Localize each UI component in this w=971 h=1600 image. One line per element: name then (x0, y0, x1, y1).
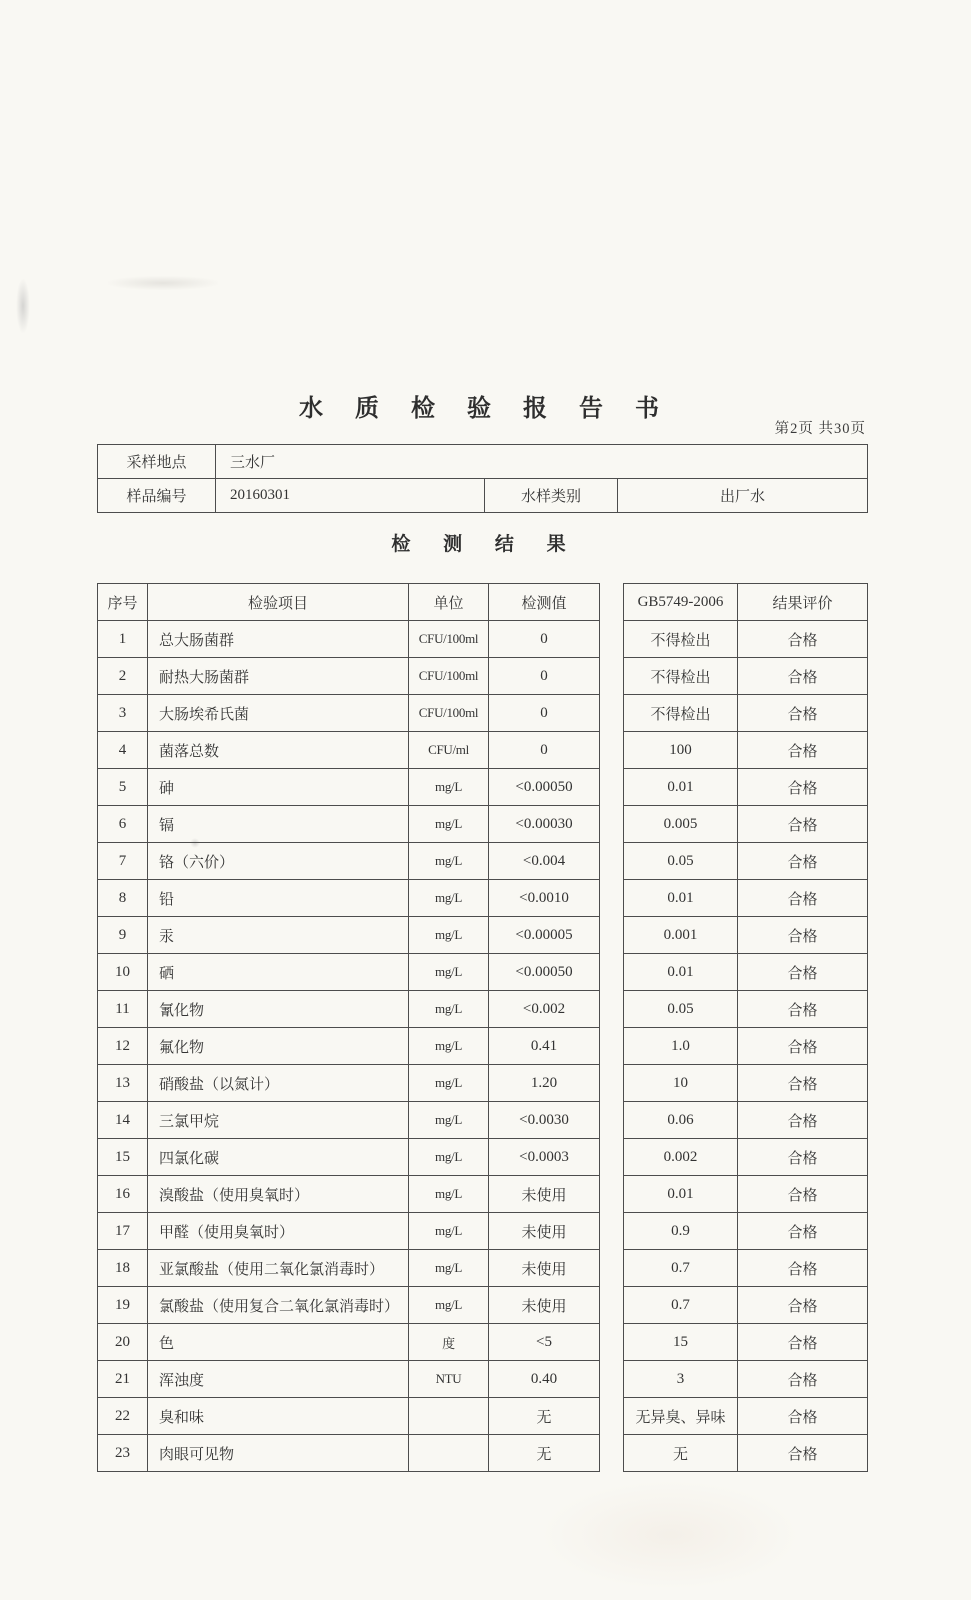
cell-value: 0 (489, 658, 600, 695)
result-row (624, 1435, 868, 1472)
cell-evaluation: 合格 (738, 1028, 868, 1065)
cell-item: 三氯甲烷 (148, 1102, 409, 1139)
cell-unit: mg/L (409, 1065, 489, 1102)
sampling-location-value: 三水厂 (216, 445, 868, 479)
result-row (624, 621, 868, 658)
col-header-evaluation: 结果评价 (738, 584, 868, 621)
cell-item: 汞 (148, 917, 409, 954)
cell-no: 22 (98, 1398, 148, 1435)
cell-no: 23 (98, 1435, 148, 1472)
result-row (624, 1213, 868, 1250)
result-row (98, 695, 600, 732)
cell-no: 15 (98, 1139, 148, 1176)
cell-no: 8 (98, 880, 148, 917)
cell-no: 14 (98, 1102, 148, 1139)
cell-no: 1 (98, 621, 148, 658)
cell-standard: 不得检出 (624, 695, 738, 732)
sample-info-row (98, 479, 868, 513)
results-table-right (623, 583, 868, 1472)
col-header-item: 检验项目 (148, 584, 409, 621)
result-row (624, 1287, 868, 1324)
cell-standard: 无异臭、异味 (624, 1398, 738, 1435)
cell-unit: mg/L (409, 1102, 489, 1139)
result-row (98, 1213, 600, 1250)
cell-no: 21 (98, 1361, 148, 1398)
cell-evaluation: 合格 (738, 1139, 868, 1176)
cell-item: 氯酸盐（使用复合二氧化氯消毒时） (148, 1287, 409, 1324)
cell-evaluation: 合格 (738, 1065, 868, 1102)
sample-info-row (98, 445, 868, 479)
cell-unit: mg/L (409, 1028, 489, 1065)
cell-no: 11 (98, 991, 148, 1028)
cell-evaluation: 合格 (738, 991, 868, 1028)
cell-standard: 无 (624, 1435, 738, 1472)
cell-unit: CFU/ml (409, 732, 489, 769)
cell-item: 铬（六价） (148, 843, 409, 880)
cell-evaluation: 合格 (738, 806, 868, 843)
result-row (624, 1361, 868, 1398)
cell-evaluation: 合格 (738, 1176, 868, 1213)
cell-item: 色 (148, 1324, 409, 1361)
cell-item: 砷 (148, 769, 409, 806)
section-heading: 检 测 结 果 (391, 534, 580, 555)
cell-unit: 度 (409, 1324, 489, 1361)
water-type-label: 水样类别 (485, 479, 618, 513)
cell-unit: mg/L (409, 769, 489, 806)
cell-unit: mg/L (409, 954, 489, 991)
result-row (98, 1102, 600, 1139)
cell-value: <0.0030 (489, 1102, 600, 1139)
result-row (98, 880, 600, 917)
scan-artifact (108, 276, 218, 290)
cell-item: 硒 (148, 954, 409, 991)
cell-evaluation: 合格 (738, 1324, 868, 1361)
result-row (98, 954, 600, 991)
page-indicator: 第2页 共30页 (774, 421, 866, 437)
cell-item: 总大肠菌群 (148, 621, 409, 658)
cell-standard: 15 (624, 1324, 738, 1361)
cell-evaluation: 合格 (738, 880, 868, 917)
result-row (624, 732, 868, 769)
cell-value: 未使用 (489, 1213, 600, 1250)
cell-unit: mg/L (409, 1250, 489, 1287)
cell-unit: mg/L (409, 1176, 489, 1213)
cell-item: 菌落总数 (148, 732, 409, 769)
results-header-row (624, 584, 868, 621)
cell-value: 未使用 (489, 1176, 600, 1213)
result-row (624, 843, 868, 880)
cell-no: 4 (98, 732, 148, 769)
cell-value: <0.004 (489, 843, 600, 880)
cell-evaluation: 合格 (738, 621, 868, 658)
result-row (624, 1324, 868, 1361)
cell-standard: 0.01 (624, 954, 738, 991)
cell-unit: mg/L (409, 917, 489, 954)
cell-value: 未使用 (489, 1287, 600, 1324)
result-row (624, 1028, 868, 1065)
result-row (98, 1028, 600, 1065)
cell-evaluation: 合格 (738, 917, 868, 954)
cell-no: 6 (98, 806, 148, 843)
cell-standard: 0.7 (624, 1287, 738, 1324)
cell-no: 7 (98, 843, 148, 880)
result-row (624, 1102, 868, 1139)
cell-evaluation: 合格 (738, 732, 868, 769)
result-row (98, 1287, 600, 1324)
result-row (98, 1250, 600, 1287)
cell-no: 3 (98, 695, 148, 732)
cell-item: 四氯化碳 (148, 1139, 409, 1176)
cell-standard: 不得检出 (624, 621, 738, 658)
cell-standard: 0.05 (624, 991, 738, 1028)
cell-value: <0.00050 (489, 769, 600, 806)
cell-value: 0 (489, 621, 600, 658)
cell-unit: mg/L (409, 991, 489, 1028)
result-row (98, 991, 600, 1028)
result-row (98, 843, 600, 880)
cell-value: <0.00050 (489, 954, 600, 991)
sample-number-value: 20160301 (216, 479, 485, 513)
cell-unit (409, 1435, 489, 1472)
page-title: 水 质 检 验 报 告 书 (299, 396, 672, 422)
cell-standard: 0.01 (624, 880, 738, 917)
col-header-standard: GB5749-2006 (624, 584, 738, 621)
result-row (98, 658, 600, 695)
cell-item: 耐热大肠菌群 (148, 658, 409, 695)
cell-standard: 0.9 (624, 1213, 738, 1250)
cell-standard: 1.0 (624, 1028, 738, 1065)
col-header-value: 检测值 (489, 584, 600, 621)
scan-artifact (16, 278, 30, 334)
cell-no: 13 (98, 1065, 148, 1102)
cell-no: 5 (98, 769, 148, 806)
col-header-no: 序号 (98, 584, 148, 621)
cell-standard: 不得检出 (624, 658, 738, 695)
result-row (98, 769, 600, 806)
cell-standard: 0.001 (624, 917, 738, 954)
cell-value: <5 (489, 1324, 600, 1361)
cell-unit: mg/L (409, 806, 489, 843)
cell-evaluation: 合格 (738, 769, 868, 806)
cell-no: 20 (98, 1324, 148, 1361)
cell-evaluation: 合格 (738, 1213, 868, 1250)
cell-value: <0.00005 (489, 917, 600, 954)
result-row (98, 806, 600, 843)
result-row (98, 1435, 600, 1472)
cell-item: 铅 (148, 880, 409, 917)
result-row (98, 732, 600, 769)
cell-value: 1.20 (489, 1065, 600, 1102)
result-row (624, 769, 868, 806)
cell-no: 10 (98, 954, 148, 991)
cell-item: 镉 (148, 806, 409, 843)
cell-no: 12 (98, 1028, 148, 1065)
cell-item: 硝酸盐（以氮计） (148, 1065, 409, 1102)
col-header-unit: 单位 (409, 584, 489, 621)
cell-unit: mg/L (409, 1213, 489, 1250)
cell-no: 2 (98, 658, 148, 695)
scan-artifact (540, 1480, 800, 1590)
cell-unit: mg/L (409, 843, 489, 880)
cell-value: <0.0010 (489, 880, 600, 917)
cell-unit: CFU/100ml (409, 658, 489, 695)
cell-no: 9 (98, 917, 148, 954)
cell-value: 0.41 (489, 1028, 600, 1065)
cell-item: 臭和味 (148, 1398, 409, 1435)
result-row (624, 1250, 868, 1287)
cell-value: <0.0003 (489, 1139, 600, 1176)
cell-evaluation: 合格 (738, 954, 868, 991)
result-row (624, 1065, 868, 1102)
cell-no: 19 (98, 1287, 148, 1324)
water-type-value: 出厂水 (618, 479, 868, 513)
result-row (98, 1398, 600, 1435)
cell-evaluation: 合格 (738, 843, 868, 880)
cell-evaluation: 合格 (738, 1435, 868, 1472)
cell-item: 亚氯酸盐（使用二氧化氯消毒时） (148, 1250, 409, 1287)
result-row (624, 1139, 868, 1176)
results-header-row (98, 584, 600, 621)
cell-standard: 3 (624, 1361, 738, 1398)
result-row (98, 621, 600, 658)
cell-no: 17 (98, 1213, 148, 1250)
result-row (98, 1361, 600, 1398)
cell-evaluation: 合格 (738, 1102, 868, 1139)
cell-item: 甲醛（使用臭氧时） (148, 1213, 409, 1250)
result-row (98, 1176, 600, 1213)
result-row (624, 1176, 868, 1213)
sample-number-label: 样品编号 (98, 479, 216, 513)
cell-standard: 10 (624, 1065, 738, 1102)
sample-info-table (97, 444, 868, 513)
cell-item: 大肠埃希氏菌 (148, 695, 409, 732)
sampling-location-label: 采样地点 (98, 445, 216, 479)
cell-item: 氟化物 (148, 1028, 409, 1065)
result-row (624, 695, 868, 732)
result-row (98, 917, 600, 954)
cell-item: 浑浊度 (148, 1361, 409, 1398)
cell-evaluation: 合格 (738, 1250, 868, 1287)
cell-unit: CFU/100ml (409, 621, 489, 658)
cell-standard: 0.05 (624, 843, 738, 880)
result-row (98, 1324, 600, 1361)
result-row (624, 806, 868, 843)
cell-item: 溴酸盐（使用臭氧时） (148, 1176, 409, 1213)
cell-unit (409, 1398, 489, 1435)
cell-evaluation: 合格 (738, 695, 868, 732)
cell-unit: CFU/100ml (409, 695, 489, 732)
cell-value: 0 (489, 695, 600, 732)
cell-value: 未使用 (489, 1250, 600, 1287)
cell-no: 16 (98, 1176, 148, 1213)
cell-unit: mg/L (409, 1139, 489, 1176)
cell-evaluation: 合格 (738, 1287, 868, 1324)
cell-evaluation: 合格 (738, 1398, 868, 1435)
cell-value: <0.00030 (489, 806, 600, 843)
cell-evaluation: 合格 (738, 658, 868, 695)
result-row (98, 1139, 600, 1176)
result-row (624, 1398, 868, 1435)
cell-unit: mg/L (409, 1287, 489, 1324)
cell-value: 0 (489, 732, 600, 769)
cell-value: 无 (489, 1398, 600, 1435)
cell-value: 0.40 (489, 1361, 600, 1398)
cell-standard: 100 (624, 732, 738, 769)
result-row (624, 917, 868, 954)
result-row (624, 658, 868, 695)
result-row (624, 954, 868, 991)
cell-item: 氰化物 (148, 991, 409, 1028)
result-row (98, 1065, 600, 1102)
cell-standard: 0.01 (624, 1176, 738, 1213)
results-table-left (97, 583, 600, 1472)
cell-evaluation: 合格 (738, 1361, 868, 1398)
cell-standard: 0.01 (624, 769, 738, 806)
cell-value: <0.002 (489, 991, 600, 1028)
cell-item: 肉眼可见物 (148, 1435, 409, 1472)
result-row (624, 880, 868, 917)
cell-no: 18 (98, 1250, 148, 1287)
cell-standard: 0.005 (624, 806, 738, 843)
result-row (624, 991, 868, 1028)
cell-value: 无 (489, 1435, 600, 1472)
cell-standard: 0.06 (624, 1102, 738, 1139)
cell-standard: 0.002 (624, 1139, 738, 1176)
cell-standard: 0.7 (624, 1250, 738, 1287)
cell-unit: mg/L (409, 880, 489, 917)
cell-unit: NTU (409, 1361, 489, 1398)
